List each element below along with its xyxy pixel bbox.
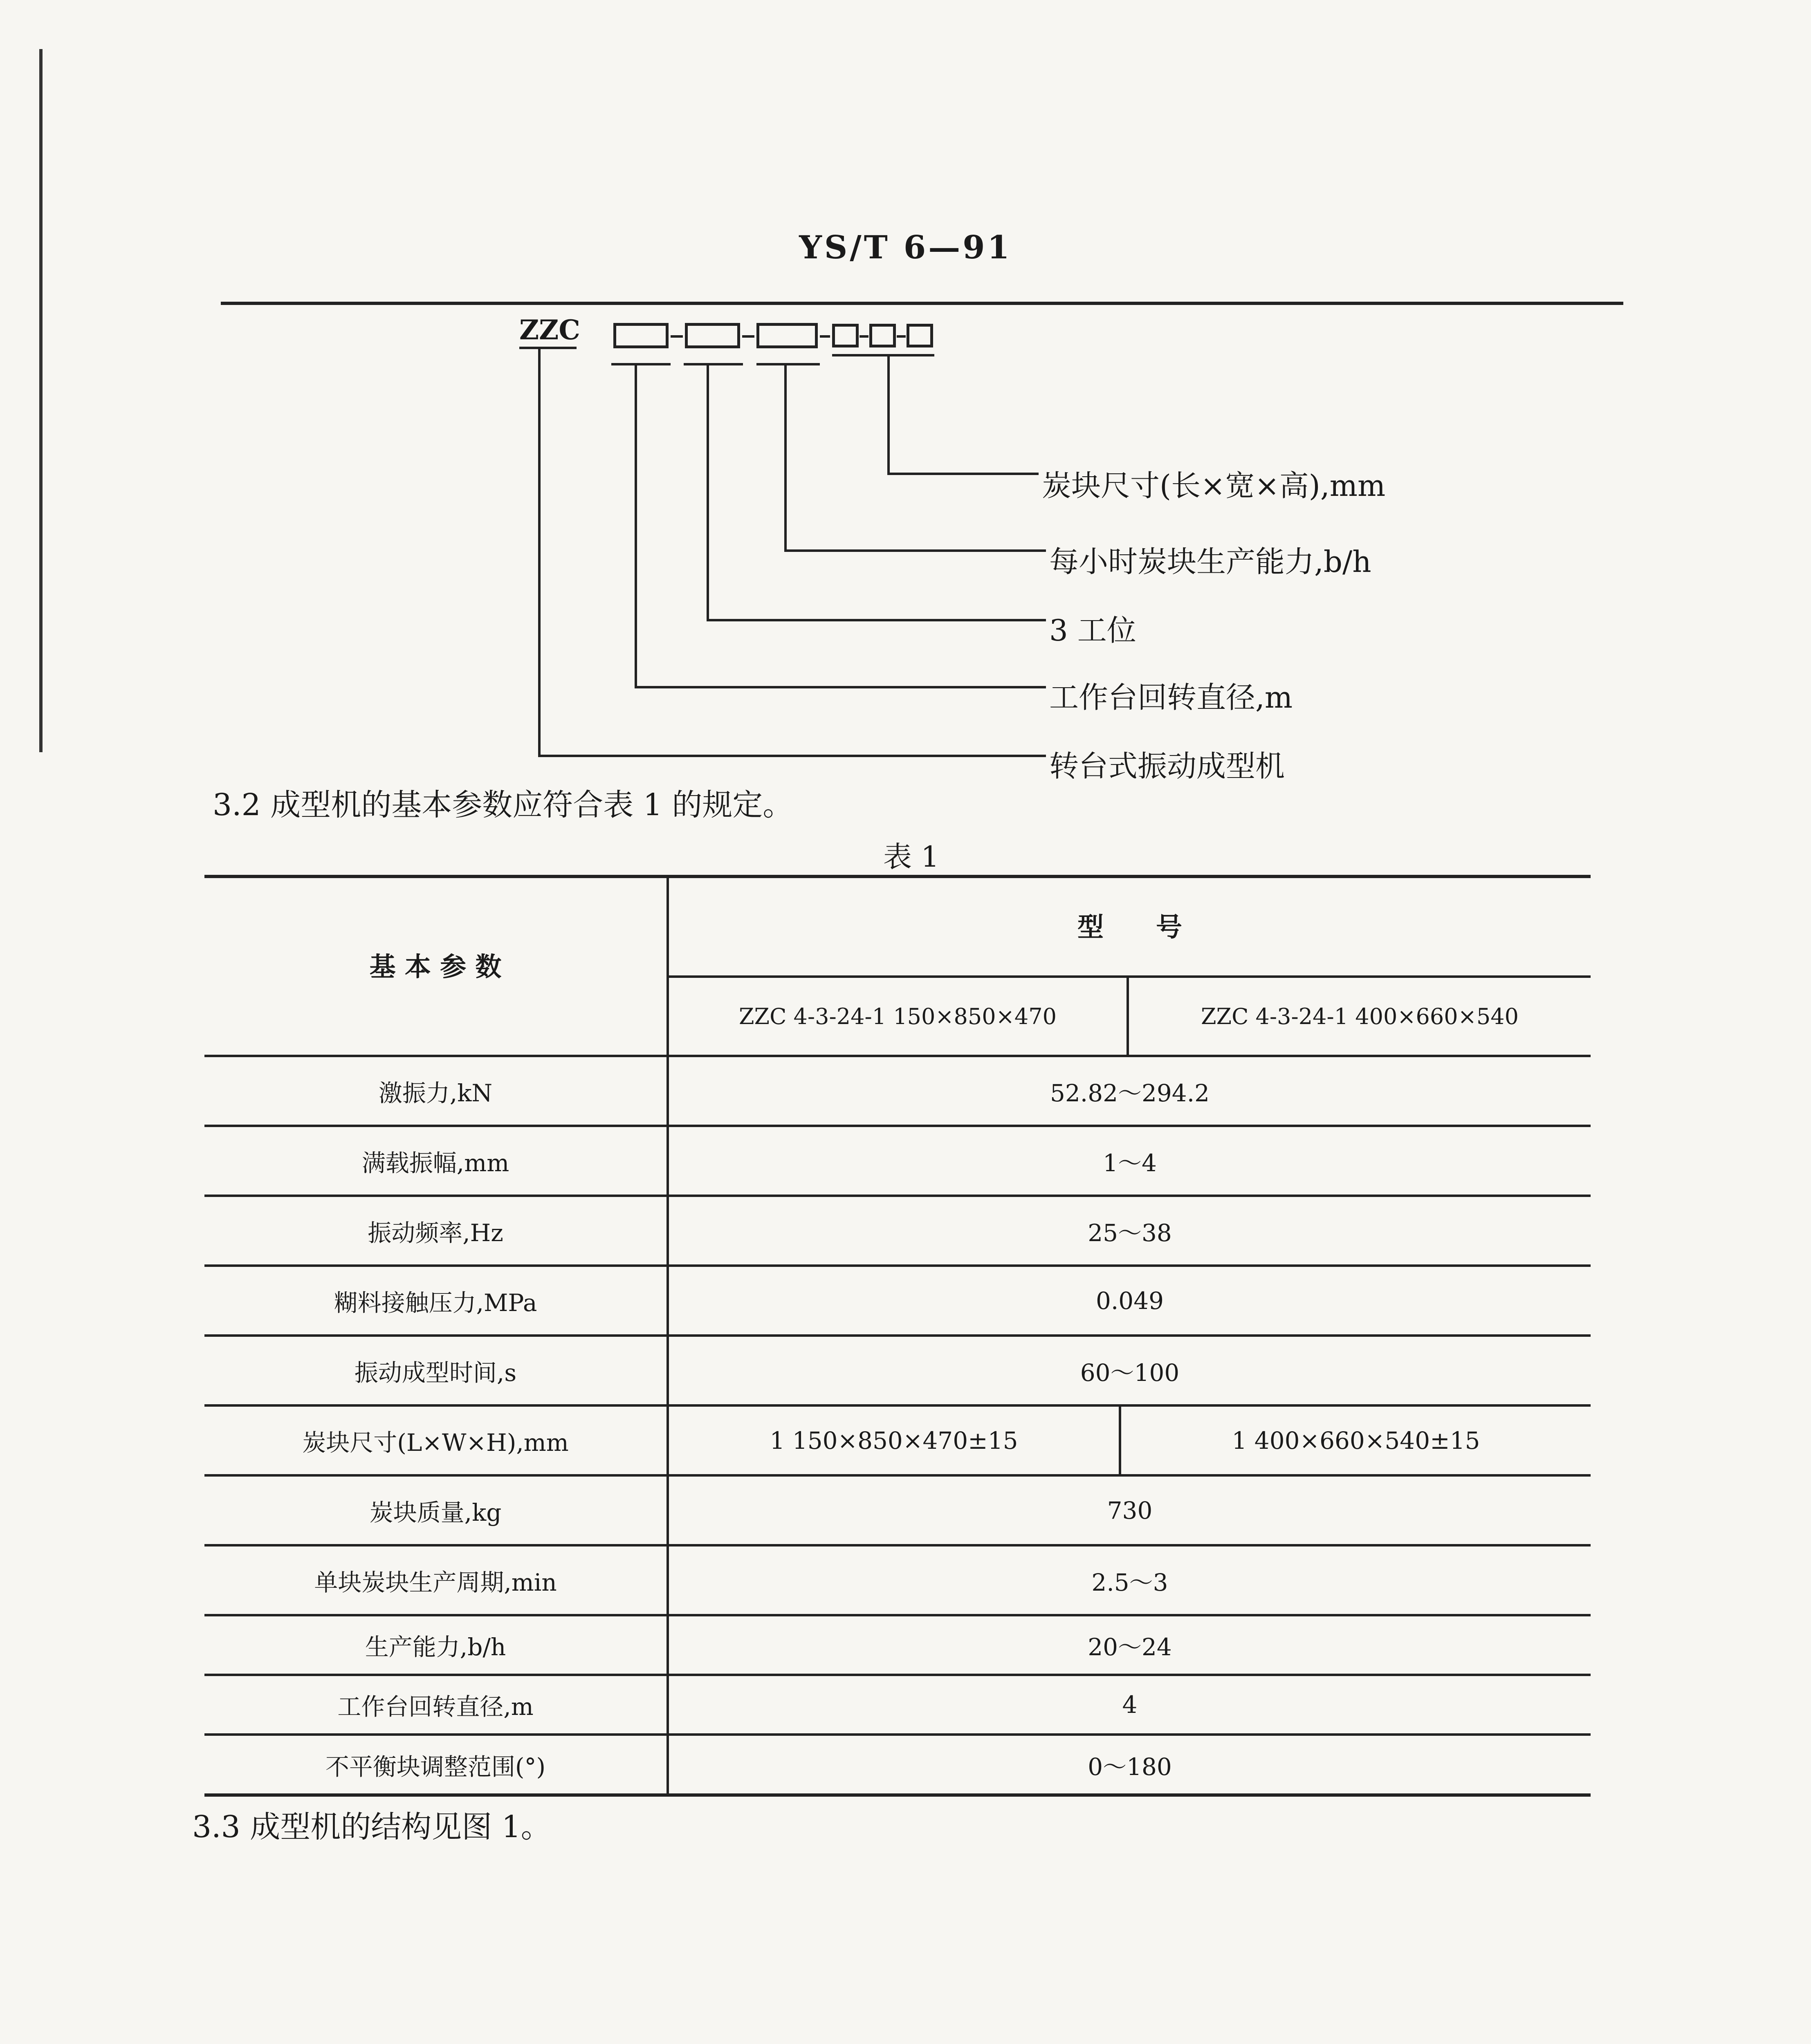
leader-h-diameter bbox=[635, 686, 1046, 688]
table-caption: 表 1 bbox=[883, 840, 939, 874]
row-param-10: 不平衡块调整范围(°) bbox=[325, 1753, 546, 1781]
row-value-7: 2.5～3 bbox=[1091, 1568, 1168, 1596]
box-1-underline bbox=[611, 363, 671, 365]
size-group-underline bbox=[832, 354, 934, 356]
leader-v-size bbox=[887, 356, 890, 475]
row-param-6: 炭块质量,kg bbox=[369, 1498, 502, 1526]
section-3-2: 3.2 成型机的基本参数应符合表 1 的规定。 bbox=[213, 787, 793, 823]
header-model-b: ZZC 4-3-24-1 400×660×540 bbox=[1201, 1003, 1519, 1029]
leader-h-capacity bbox=[784, 549, 1046, 552]
section-3-3: 3.3 成型机的结构见图 1。 bbox=[192, 1809, 551, 1845]
code-box-3 bbox=[756, 323, 818, 348]
box-3-underline bbox=[756, 363, 820, 365]
label-table-diameter: 工作台回转直径,m bbox=[1049, 680, 1293, 715]
leader-h-station bbox=[707, 619, 1046, 621]
row-param-3: 糊料接触压力,MPa bbox=[334, 1289, 537, 1317]
leader-v-station bbox=[707, 365, 709, 621]
prefix-underline bbox=[519, 347, 577, 349]
leader-v-diameter bbox=[635, 365, 637, 688]
code-box-1 bbox=[613, 323, 669, 348]
code-dash-3 bbox=[820, 335, 830, 338]
row-value-9: 4 bbox=[1122, 1691, 1138, 1719]
page-header: YS/T 6—91 bbox=[799, 229, 1012, 266]
header-param: 基 本 参 数 bbox=[369, 952, 502, 982]
row-value-6: 730 bbox=[1107, 1496, 1153, 1524]
code-dash-2 bbox=[742, 335, 754, 338]
code-dash-1 bbox=[671, 335, 683, 338]
row-value-5b: 1 400×660×540±15 bbox=[1232, 1426, 1480, 1455]
label-hourly-capacity: 每小时炭块生产能力,b/h bbox=[1049, 545, 1371, 579]
row-param-8: 生产能力,b/h bbox=[365, 1633, 506, 1661]
code-dash-5 bbox=[897, 335, 906, 338]
label-block-size: 炭块尺寸(长×宽×高),mm bbox=[1042, 468, 1386, 503]
leader-v-capacity bbox=[784, 365, 787, 552]
table-bottom-rule bbox=[204, 1793, 1591, 1797]
row-value-5a: 1 150×850×470±15 bbox=[770, 1426, 1018, 1455]
box-2-underline bbox=[684, 363, 743, 365]
code-dash-4 bbox=[859, 335, 868, 338]
row-value-4: 60～100 bbox=[1080, 1358, 1180, 1387]
leader-h-machine bbox=[538, 755, 1046, 757]
row-value-10: 0～180 bbox=[1088, 1753, 1172, 1781]
binding-edge-line bbox=[39, 49, 43, 752]
leader-v-machine bbox=[538, 348, 541, 757]
row-value-3: 0.049 bbox=[1095, 1286, 1164, 1315]
leader-h-size bbox=[887, 473, 1039, 475]
row-param-9: 工作台回转直径,m bbox=[337, 1693, 534, 1721]
header-model: 型 号 bbox=[1077, 912, 1182, 943]
row-value-2: 25～38 bbox=[1088, 1219, 1172, 1247]
row-param-0: 激振力,kN bbox=[378, 1079, 493, 1107]
row-value-8: 20～24 bbox=[1088, 1633, 1172, 1661]
header-rule bbox=[221, 302, 1623, 305]
code-box-6 bbox=[907, 324, 933, 347]
row-param-4: 振动成型时间,s bbox=[354, 1358, 517, 1387]
code-box-2 bbox=[685, 323, 740, 348]
row-param-2: 振动频率,Hz bbox=[368, 1219, 503, 1247]
row-param-7: 单块炭块生产周期,min bbox=[314, 1568, 557, 1596]
model-code-prefix: ZZC bbox=[519, 314, 580, 346]
header-model-a: ZZC 4-3-24-1 150×850×470 bbox=[739, 1003, 1057, 1029]
row-param-1: 满载振幅,mm bbox=[361, 1149, 509, 1177]
code-box-5 bbox=[869, 324, 896, 347]
row-value-0: 52.82～294.2 bbox=[1050, 1079, 1210, 1107]
table-1 bbox=[204, 875, 1591, 1797]
code-box-4 bbox=[832, 324, 859, 347]
label-machine-type: 转台式振动成型机 bbox=[1049, 749, 1285, 783]
label-stations: 3 工位 bbox=[1049, 613, 1136, 648]
row-param-5: 炭块尺寸(L×W×H),mm bbox=[302, 1428, 569, 1457]
row-value-1: 1～4 bbox=[1103, 1149, 1157, 1177]
